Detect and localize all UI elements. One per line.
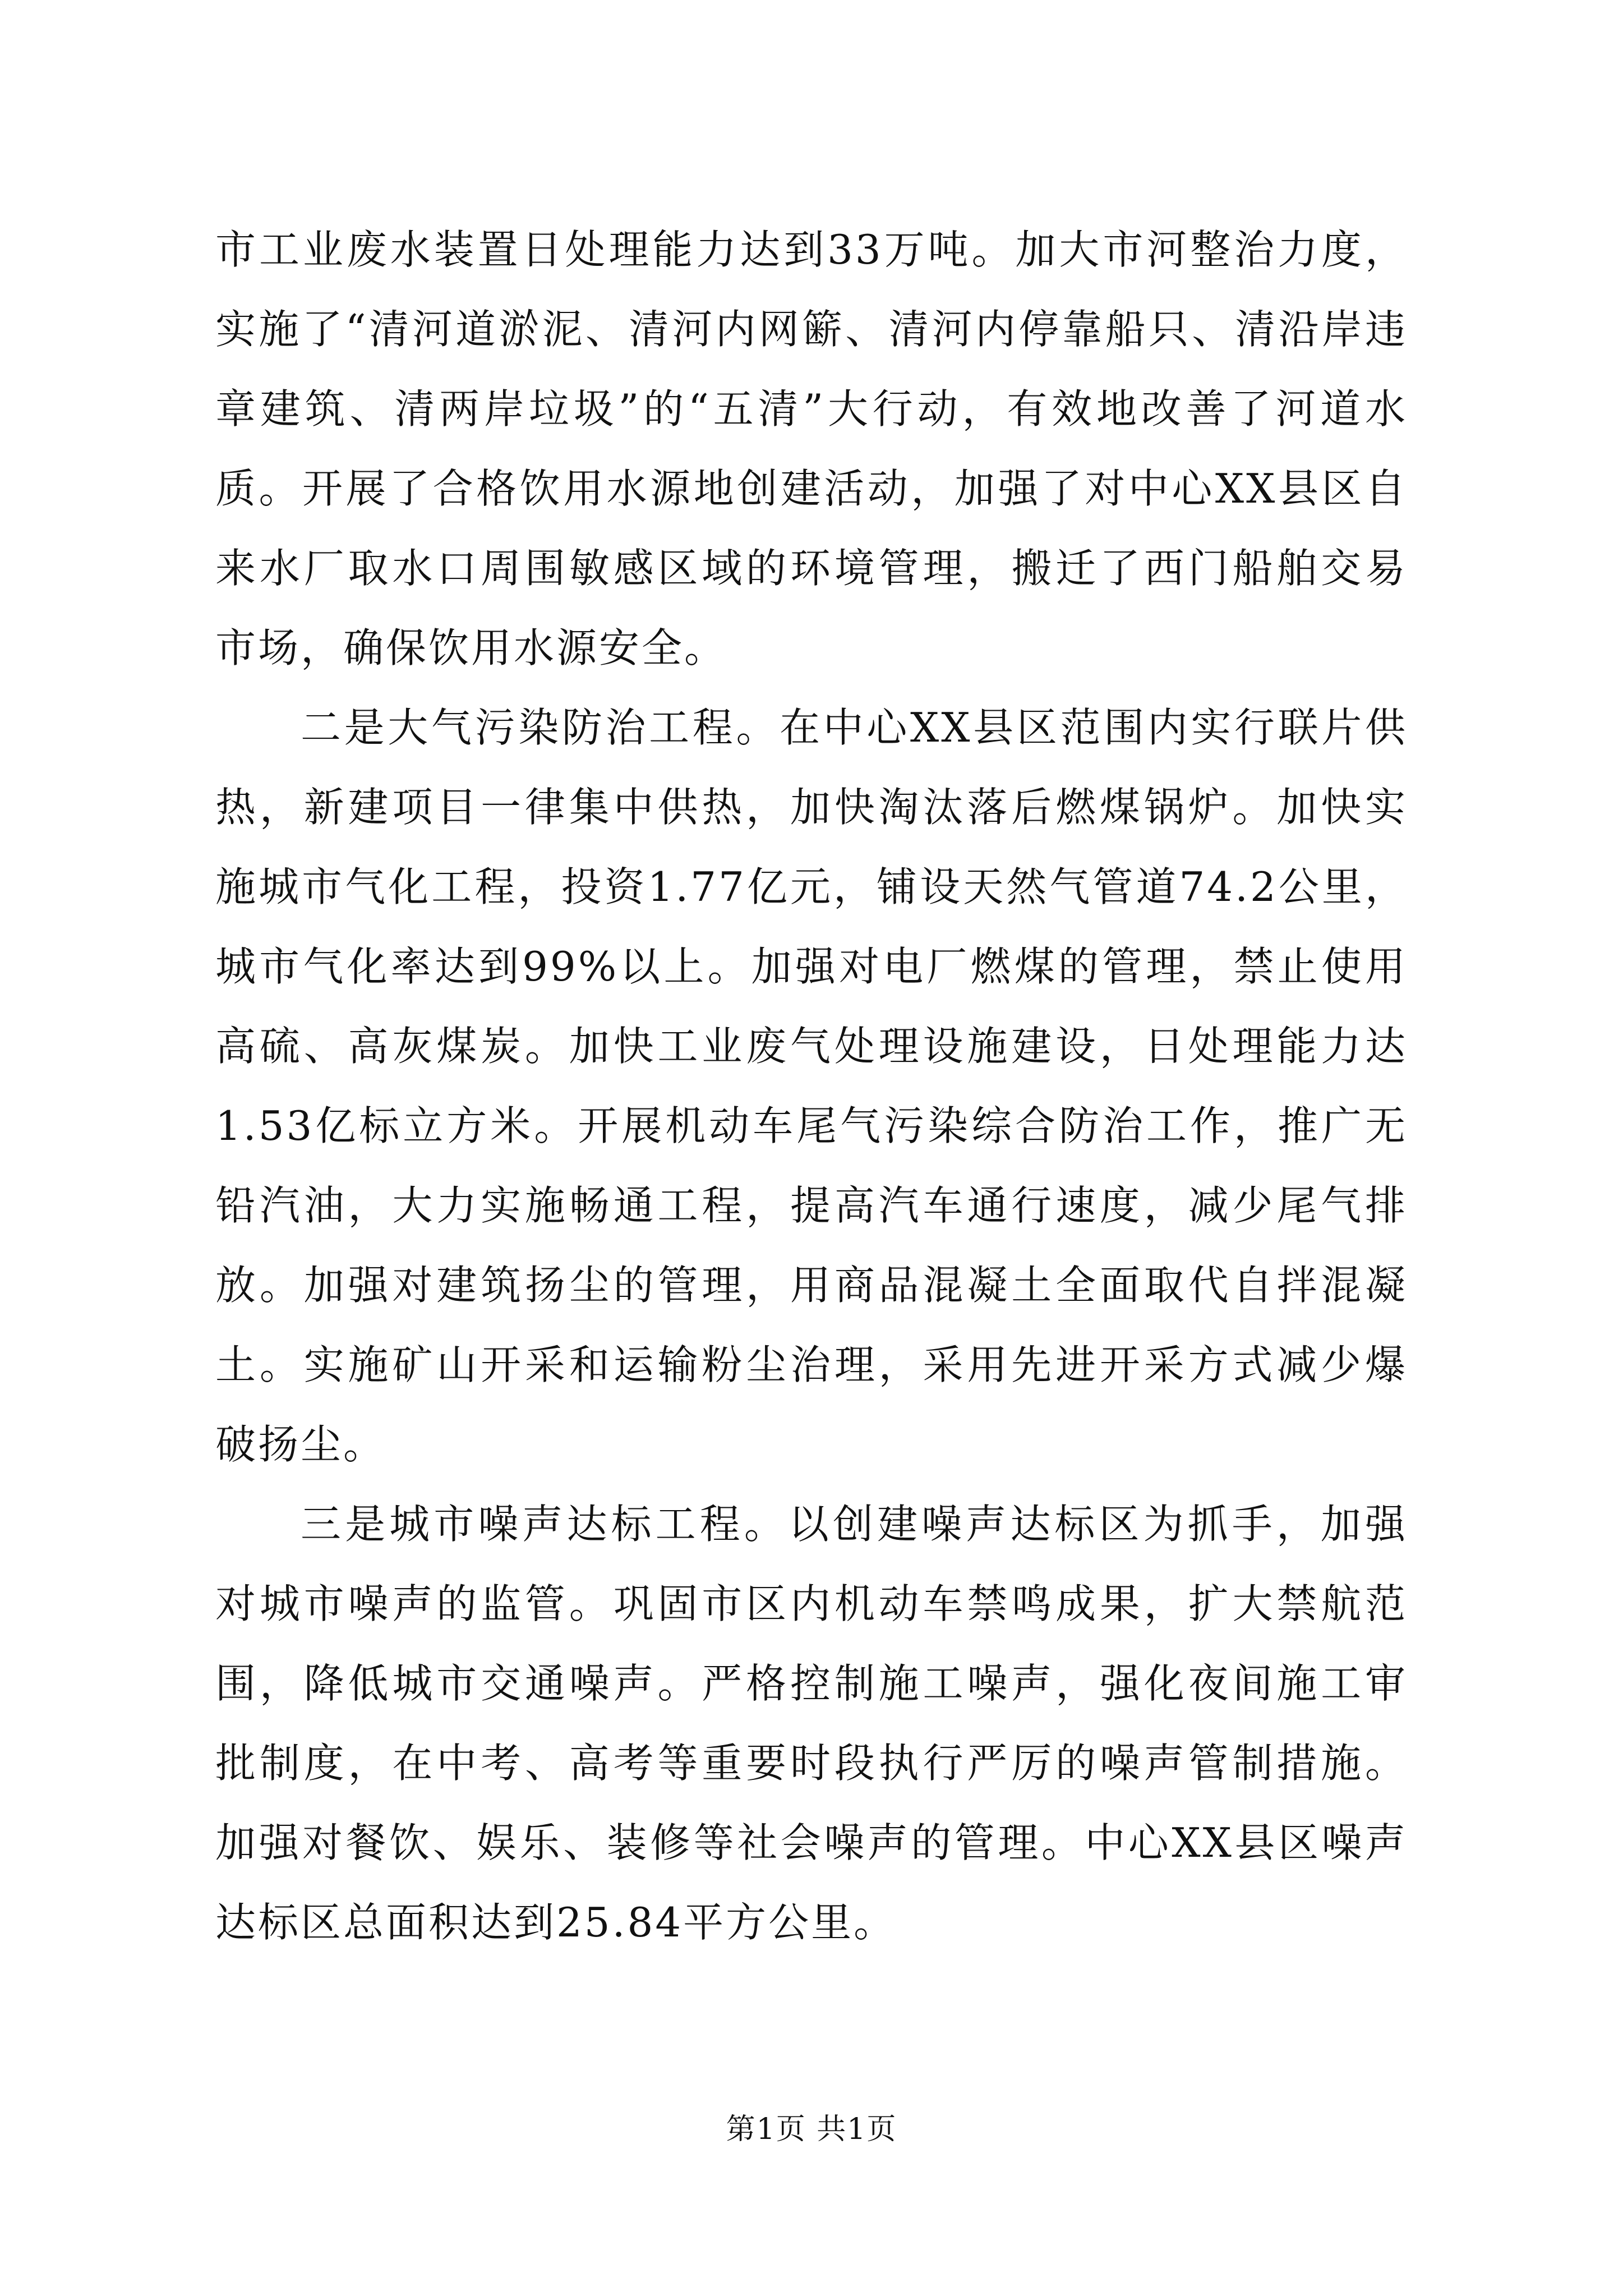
document-body (215, 210, 1408, 1962)
paragraph-air-pollution: 二是大气污染防治工程。在中心XX县区范围内实行联片供热，新建项目一律集中供热，加快淘汰落后燃煤锅炉。加快实施城市气化工程，投资1.77亿元，铺设天然气管道74.2公里，城市气化率达到99%以上。加强对电厂燃煤的管理，禁止使用高硫、高灰煤炭。加快工业废气处理设施建设，日处理能力达1.53亿标立方米。开展机动车尾气污染综合防治工作，推广无铅汽油，大力实施畅通工程，提高汽车通行速度，减少尾气排放。加强对建筑扬尘的管理，用商品混凝土全面取代自拌混凝土。实施矿山开采和运输粉尘治理，采用先进开采方式减少爆破扬尘。 (215, 704, 1408, 1468)
paragraph-water-treatment: 市工业废水装置日处理能力达到33万吨。加大市河整治力度，实施了“清河道淤泥、清河内网簖、清河内停靠船只、清沿岸违章建筑、清两岸垃圾”的“五清”大行动，有效地改善了河道水质。开展了合格饮用水源地创建活动，加强了对中心XX县区自来水厂取水口周围敏感区域的环境管理，搬迁了西门船舶交易市场，确保饮用水源安全。 (215, 226, 1408, 671)
page-footer: 第1页 共1页 (726, 2113, 897, 2146)
paragraph-noise-control: 三是城市噪声达标工程。以创建噪声达标区为抓手，加强对城市噪声的监管。巩固市区内机动车禁鸣成果，扩大禁航范围，降低城市交通噪声。严格控制施工噪声，强化夜间施工审批制度，在中考、高考等重要时段执行严厉的噪声管制措施。加强对餐饮、娱乐、装修等社会噪声的管理。中心XX县区噪声达标区总面积达到25.84平方公里。 (215, 1501, 1408, 1946)
